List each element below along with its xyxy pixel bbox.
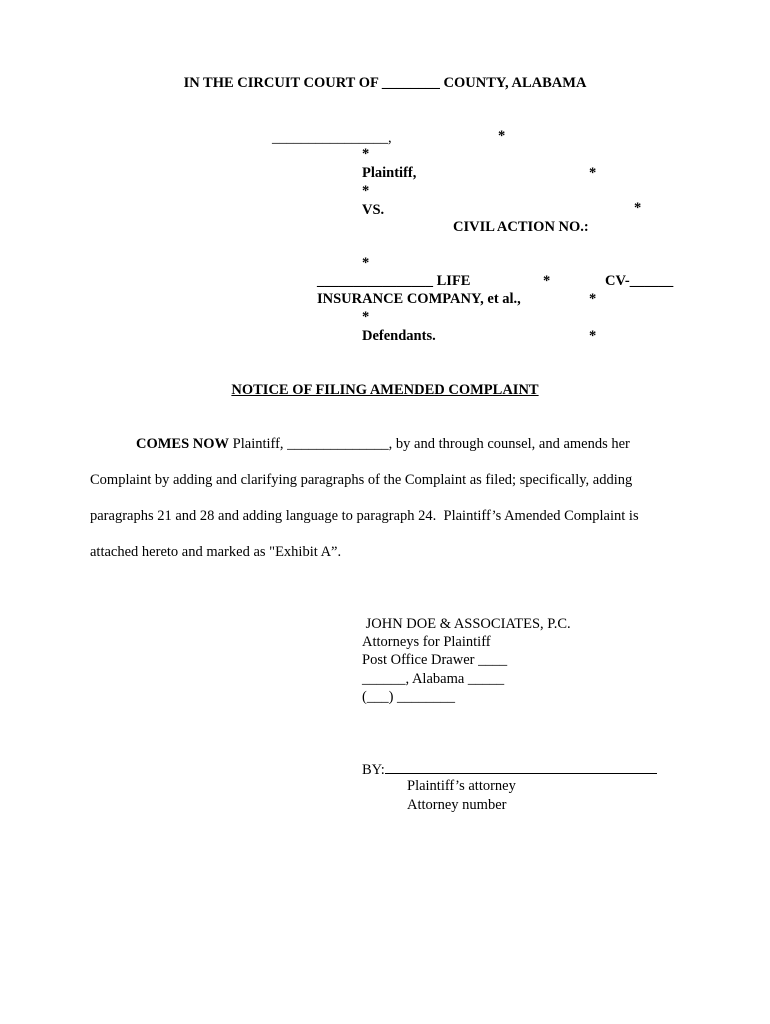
civil-action-label: CIVIL ACTION NO.: [453,219,589,235]
caption-star: * [589,165,597,181]
body-line-4: attached hereto and marked as "Exhibit A”. [90,544,342,560]
caption-star: * [498,128,506,144]
defendant-line-2: INSURANCE COMPANY, et al., [317,291,521,307]
caption-star: * [589,328,597,344]
firm-address-2: ______, Alabama _____ [362,671,505,687]
defendants-label: Defendants. [362,328,436,344]
caption-star: * [589,291,597,307]
defendant-line-1: ________________ LIFE [317,273,471,289]
plaintiff-label: Plaintiff, [362,165,417,181]
body-line-1-rest: Plaintiff, ______________, by and through counsel, and amends her [229,436,630,452]
firm-address-1: Post Office Drawer ____ [362,652,508,668]
signature-by-label: BY: [362,762,385,778]
versus-label: VS. [362,202,385,218]
body-line-2: Complaint by adding and clarifying paragraphs of the Complaint as filed; specifically, adding [90,472,633,488]
court-heading: IN THE CIRCUIT COURT OF ________ COUNTY, ALABAMA [183,75,587,91]
firm-phone: (___) ________ [362,689,456,705]
body-line-1 [136,435,630,453]
caption-star: * [362,183,370,199]
case-number: CV-______ [605,273,674,289]
signature-line[interactable] [385,759,657,774]
attorney-number-label: Attorney number [407,797,507,813]
plaintiff-name-blank: ________________, [272,130,392,146]
firm-name: JOHN DOE & ASSOCIATES, P.C. [362,616,571,632]
caption-star: * [362,255,370,271]
firm-role: Attorneys for Plaintiff [362,634,491,650]
caption-star: * [362,146,370,162]
caption-star: * [543,273,551,289]
comes-now-text: COMES NOW [136,436,230,452]
notice-title: NOTICE OF FILING AMENDED COMPLAINT [231,382,539,398]
caption-star: * [362,309,370,325]
signature-by-line [362,759,657,779]
attorney-label: Plaintiff’s attorney [407,778,516,794]
caption-star: * [634,200,642,216]
body-line-3: paragraphs 21 and 28 and adding language to paragraph 24. Plaintiff’s Amended Complaint is [90,508,639,524]
